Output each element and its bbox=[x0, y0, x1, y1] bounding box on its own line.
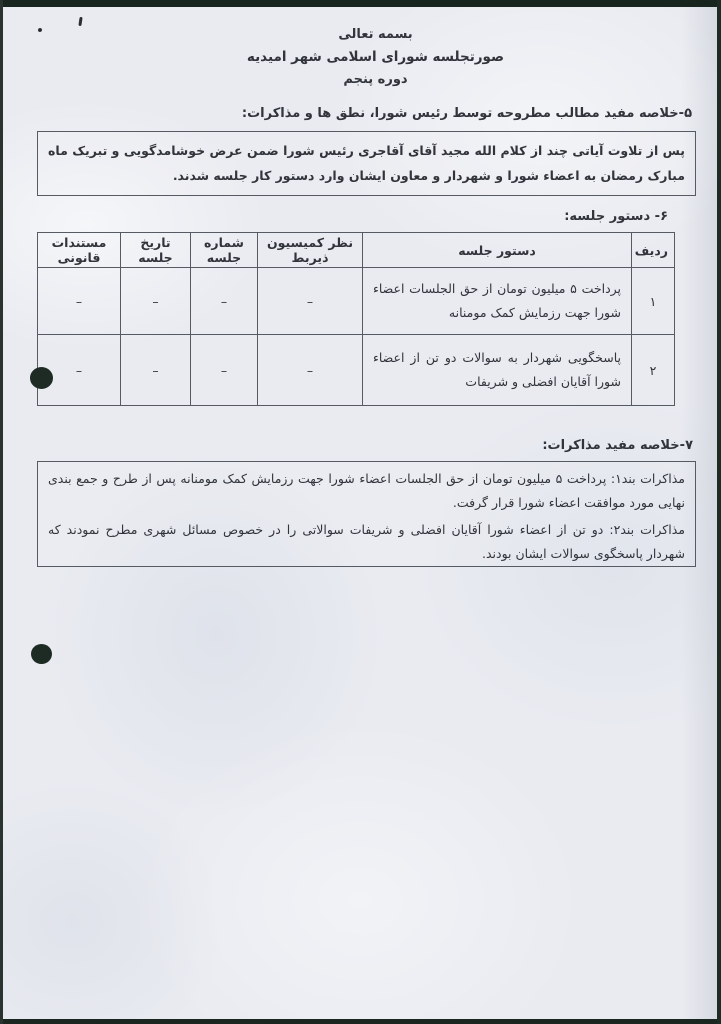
cell-commission-opinion: – bbox=[258, 268, 363, 335]
col-header-legal-docs: مستندات قانونی bbox=[38, 233, 121, 268]
agenda-table-header-row bbox=[38, 233, 675, 268]
cell-legal-docs: – bbox=[38, 268, 121, 335]
scan-edge-bottom bbox=[0, 1019, 721, 1024]
col-header-agenda: دستور جلسه bbox=[363, 233, 632, 268]
cell-session-date: – bbox=[121, 268, 191, 335]
cell-legal-docs: – bbox=[38, 335, 121, 406]
agenda-table bbox=[37, 232, 675, 406]
cell-row-no: ۱ bbox=[632, 268, 675, 335]
cell-session-no: – bbox=[191, 268, 258, 335]
negotiations-item-2: مذاکرات بند۲: دو تن از اعضاء شورا آقایان افضلی و شریفات سوالاتی را در خصوص مسائل شهری مطرح نمودند که شهردار پاسخگوی سوالات ایشان بودند. bbox=[48, 522, 685, 561]
table-row bbox=[38, 268, 675, 335]
document-header bbox=[30, 27, 721, 87]
col-header-row-no: ردیف bbox=[632, 233, 675, 268]
negotiations-item-1: مذاکرات بند۱: پرداخت ۵ میلیون تومان از حق الجلسات اعضاء شورا جهت رزمایش کمک مومنانه پس از طرح و جمع بندی نهایی مورد موافقت اعضاء شورا قرار گرفت. bbox=[48, 471, 685, 510]
hole-punch-mark bbox=[30, 367, 53, 389]
col-header-commission-opinion: نظر کمیسیون ذیربط bbox=[258, 233, 363, 268]
hole-punch-mark bbox=[31, 644, 52, 664]
cell-commission-opinion: – bbox=[258, 335, 363, 406]
ink-speck bbox=[78, 17, 82, 26]
col-header-session-no: شماره جلسه bbox=[191, 233, 258, 268]
scan-edge-top bbox=[0, 0, 721, 7]
section7-body-box bbox=[37, 461, 696, 567]
cell-row-no: ۲ bbox=[632, 335, 675, 406]
table-row bbox=[38, 335, 675, 406]
section7-heading: ۷-خلاصه مفید مذاکرات: bbox=[542, 438, 693, 453]
cell-session-date: – bbox=[121, 335, 191, 406]
section5-heading: ۵-خلاصه مفید مطالب مطروحه توسط رئیس شورا، نطق ها و مذاکرات: bbox=[241, 106, 692, 121]
cell-session-no: – bbox=[191, 335, 258, 406]
section5-body-box: پس از تلاوت آیاتی چند از کلام الله مجید آقای آقاجری رئیس شورا ضمن عرض خوشامدگویی و تبریک ماه مبارک رمضان به اعضاء شورا و شهردار و معاون ایشان وارد دستور کار جلسه شدند. bbox=[37, 131, 696, 196]
col-header-session-date: تاریخ جلسه bbox=[121, 233, 191, 268]
section6-heading: ۶- دستور جلسه: bbox=[564, 209, 668, 224]
bismillah-line: بسمه تعالی bbox=[338, 27, 413, 42]
scan-edge-left bbox=[0, 0, 3, 1024]
document-title: صورتجلسه شورای اسلامی شهر امیدیه bbox=[246, 49, 505, 65]
scan-edge-right bbox=[717, 0, 721, 1024]
term-label: دوره پنجم bbox=[343, 72, 408, 87]
cell-agenda: پاسخگویی شهردار به سوالات دو تن از اعضاء شورا آقایان افضلی و شریفات bbox=[363, 335, 632, 406]
cell-agenda: پرداخت ۵ میلیون تومان از حق الجلسات اعضاء شورا جهت رزمایش کمک مومنانه bbox=[363, 268, 632, 335]
